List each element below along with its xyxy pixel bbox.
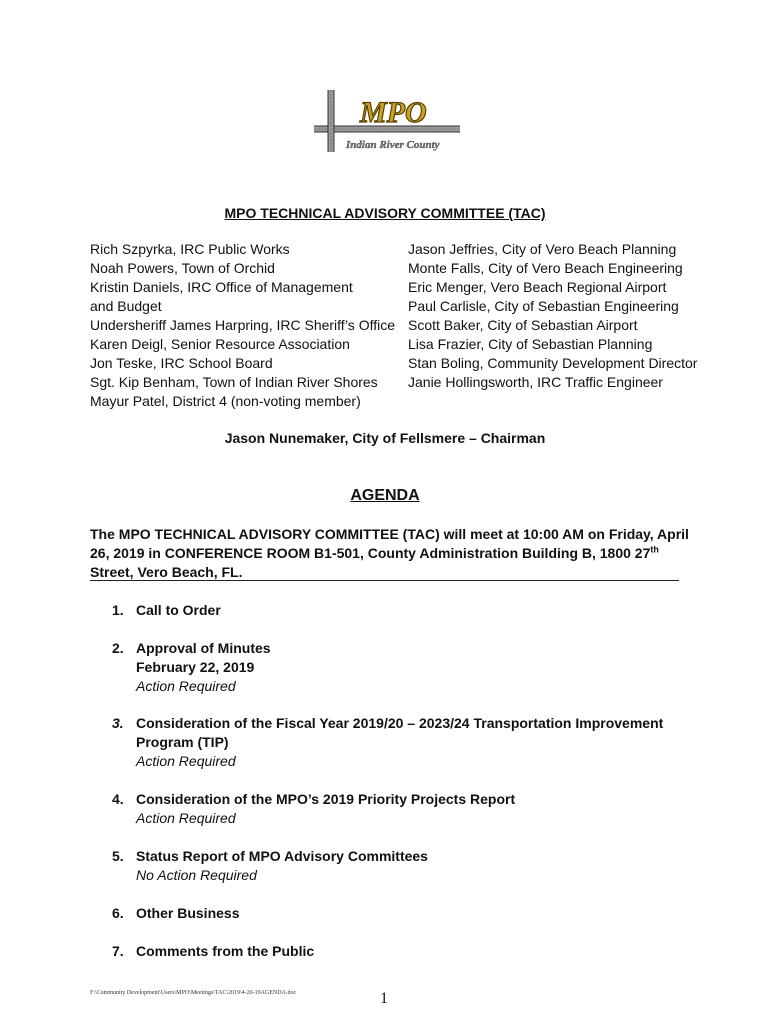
agenda-item-title: Consideration of the Fiscal Year 2019/20 – 2023/24 Transportation Improvement	[136, 715, 664, 731]
agenda-item-number: 6.	[112, 905, 124, 921]
agenda-item-title: Approval of Minutes	[136, 640, 271, 656]
member-entry: and Budget	[90, 298, 162, 314]
agenda-item-title: Comments from the Public	[136, 943, 315, 959]
page-number: 1	[380, 990, 388, 1007]
agenda-item-title: Call to Order	[136, 602, 221, 618]
agenda-item-date: February 22, 2019	[136, 659, 255, 675]
member-entry: Jason Jeffries, City of Vero Beach Planning	[408, 241, 677, 257]
agenda-item-note: No Action Required	[136, 867, 257, 883]
agenda-item-title: Consideration of the MPO’s 2019 Priority Projects Report	[136, 791, 516, 807]
agenda-item-number: 2.	[112, 640, 124, 656]
logo-sub-text: Indian River County	[346, 139, 440, 151]
member-entry: Monte Falls, City of Vero Beach Engineering	[408, 260, 683, 276]
agenda-item-title-cont: Program (TIP)	[136, 734, 229, 750]
member-entry: Karen Deigl, Senior Resource Association	[90, 336, 350, 352]
agenda-item-number: 4.	[112, 791, 124, 807]
agenda-item-title: Other Business	[136, 905, 240, 921]
meeting-notice-text: The MPO TECHNICAL ADVISORY COMMITTEE (TAC) will meet at 10:00 AM on Friday, April 26, 2019 in CONFERENCE ROOM B1-501, County Administration Building B, 1800 27	[90, 526, 689, 561]
meeting-notice-superscript: th	[650, 544, 659, 555]
logo-main-text: MPO	[360, 96, 427, 129]
member-entry: Sgt. Kip Benham, Town of Indian River Shores	[90, 374, 378, 390]
member-entry: Janie Hollingsworth, IRC Traffic Engineer	[408, 374, 663, 390]
agenda-item-number: 1.	[112, 602, 124, 618]
member-entry: Lisa Frazier, City of Sebastian Planning	[408, 336, 653, 352]
agenda-item-number: 5.	[112, 848, 124, 864]
members-right-column	[408, 240, 728, 392]
meeting-notice	[90, 525, 690, 582]
mpo-logo-graphic	[312, 88, 472, 168]
member-entry: Jon Teske, IRC School Board	[90, 355, 273, 371]
agenda-item-note: Action Required	[136, 753, 236, 769]
agenda-item-number: 3.	[112, 715, 124, 731]
committee-title: MPO TECHNICAL ADVISORY COMMITTEE (TAC)	[224, 205, 546, 221]
agenda-heading: AGENDA	[350, 487, 420, 504]
chairman-line: Jason Nunemaker, City of Fellsmere – Chairman	[224, 430, 546, 446]
agenda-item-title: Status Report of MPO Advisory Committees	[136, 848, 428, 864]
member-entry: Stan Boling, Community Development Director	[408, 355, 698, 371]
agenda-item-number: 7.	[112, 943, 124, 959]
footer-file-path: F:\Community Development\Users\MPO\Meetings\TAC\2019\4-26-19AGENDA.doc	[90, 990, 297, 996]
member-entry: Paul Carlisle, City of Sebastian Engineering	[408, 298, 679, 314]
agenda-item-note: Action Required	[136, 678, 236, 694]
member-entry: Kristin Daniels, IRC Office of Management	[90, 279, 353, 295]
member-entry: Scott Baker, City of Sebastian Airport	[408, 317, 638, 333]
member-entry: Undersheriff James Harpring, IRC Sheriff’s Office	[90, 317, 396, 333]
agenda-item-note: Action Required	[136, 810, 236, 826]
members-left-column	[90, 240, 400, 411]
member-entry: Noah Powers, Town of Orchid	[90, 260, 275, 276]
divider-line	[90, 580, 679, 581]
member-entry: Eric Menger, Vero Beach Regional Airport	[408, 279, 667, 295]
meeting-notice-text-end: Street, Vero Beach, FL.	[90, 564, 243, 580]
mpo-logo	[312, 88, 472, 168]
member-entry: Mayur Patel, District 4 (non-voting member)	[90, 393, 361, 409]
member-entry: Rich Szpyrka, IRC Public Works	[90, 241, 290, 257]
